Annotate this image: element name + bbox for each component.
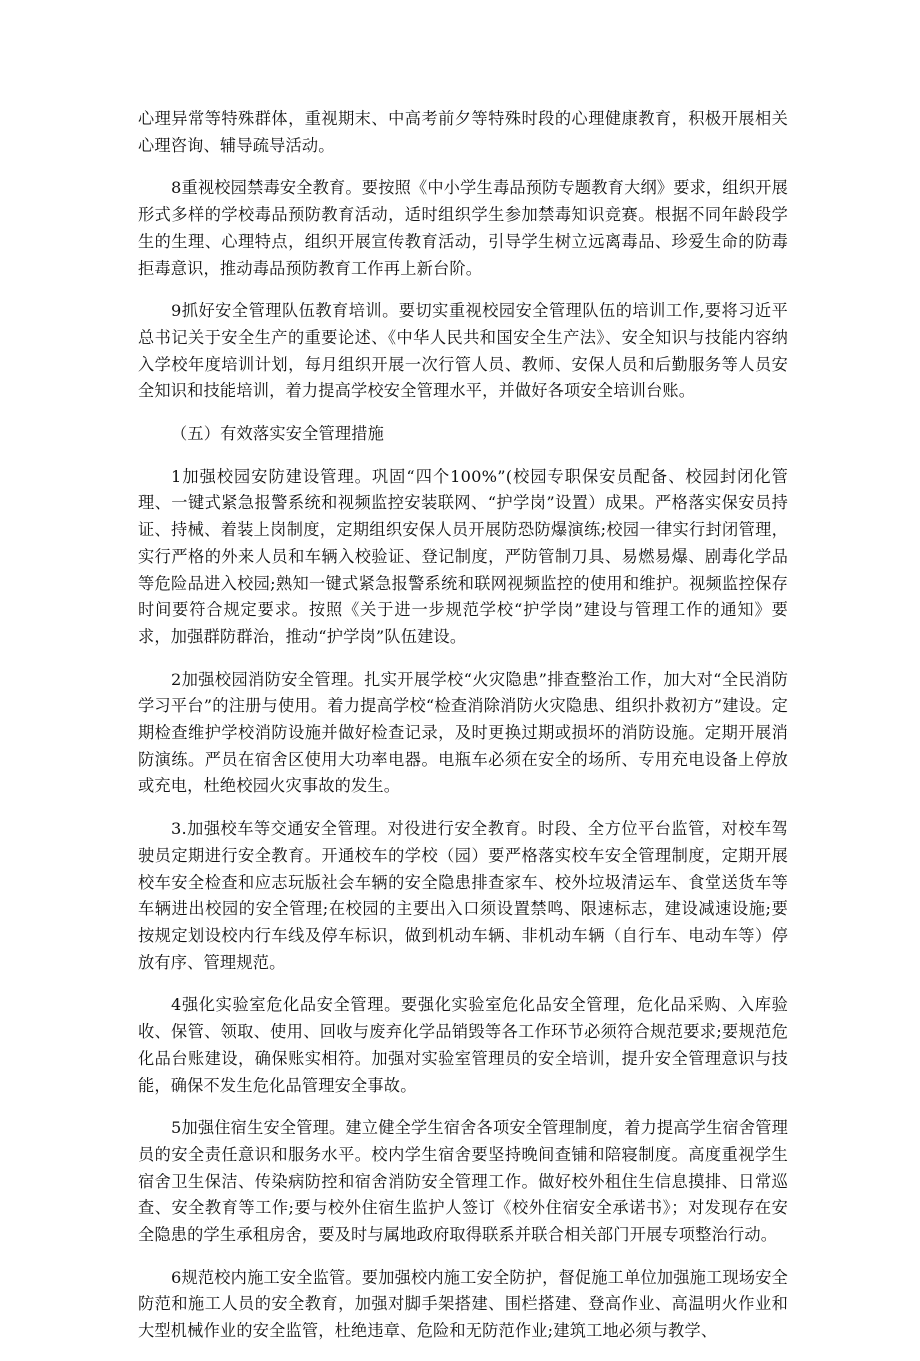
paragraph-item-2: 2加强校园消防安全管理。扎实开展学校“火灾隐患”排查整治工作，加大对“全民消防学习平台”的注册与使用。着力提高学校“检查消除消防火灾隐患、组织扑救初方”建设。定期检查维护学校消防设施并做好检查记录，及时更换过期或损坏的消防设施。定期开展消防演练。严员在宿舍区使用大功率电器。电瓶车必须在安全的场所、专用充电设备上停放或充电，杜绝校园火灾事故的发生。 xyxy=(138,669,788,796)
paragraph-item-5: 5加强住宿生安全管理。建立健全学生宿舍各项安全管理制度，着力提高学生宿舍管理员的安全责任意识和服务水平。校内学生宿舍要坚持晚间查铺和陪寝制度。高度重视学生宿舍卫生保洁、传染病防控和宿舍消防安全管理工作。做好校外租住生信息摸排、日常巡查、安全教育等工作;要与校外住宿生监护人签订《校外住宿安全承诺书》；对发现存在安全隐患的学生承租房舍，要及时与属地政府取得联系并联合相关部门开展专项整治行动。 xyxy=(138,1118,788,1245)
paragraph-item-9: 9抓好安全管理队伍教育培训。要切实重视校园安全管理队伍的培训工作,要将习近平总书记关于安全生产的重要论述、《中华人民共和国安全生产法》、安全知识与技能内容纳入学校年度培训计划，每月组织开展一次行管人员、教师、安保人员和后勤服务等人员安全知识和技能培训，着力提高学校安全管理水平，并做好各项安全培训台账。 xyxy=(138,301,788,401)
paragraph-item-1: 1加强校园安防建设管理。巩固“四个100%”(校园专职保安员配备、校园封闭化管理、一键式紧急报警系统和视频监控安装联网、“护学岗”设置）成果。严格落实保安员持证、持械、着装上岗制度，定期组织安保人员开展防恐防爆演练;校园一律实行封闭管理，实行严格的外来人员和车辆入校验证、登记制度，严防管制刀具、易燃易爆、剧毒化学品等危险品进入校园;熟知一键式紧急报警系统和联网视频监控的使用和维护。视频监控保存时间要符合规定要求。按照《关于进一步规范学校“护学岗”建设与管理工作的通知》要求，加强群防群治，推动“护学岗”队伍建设。 xyxy=(138,466,788,646)
paragraph-continuation: 心理异常等特殊群体，重视期末、中高考前夕等特殊时段的心理健康教育，积极开展相关心理咨询、辅导疏导活动。 xyxy=(138,109,788,155)
section-heading: （五）有效落实安全管理措施 xyxy=(171,424,385,444)
paragraph-item-4: 4强化实验室危化品安全管理。要强化实验室危化品安全管理，危化品采购、入库验收、保管、领取、使用、回收与废弃化学品销毁等各工作环节必须符合规范要求;要规范危化品台账建设，确保账实相符。加强对实验室管理员的安全培训，提升安全管理意识与技能，确保不发生危化品管理安全事故。 xyxy=(138,995,788,1095)
paragraph-item-3: 3.加强校车等交通安全管理。对役进行安全教育。时段、全方位平台监管，对校车驾驶员定期进行安全教育。开通校车的学校（园）要严格落实校车安全管理制度，定期开展校车安全检查和应志玩版社会车辆的安全隐患排查家车、校外垃圾清运车、食堂送货车等车辆进出校园的安全管理;在校园的主要出入口须设置禁鸣、限速标志，建设减速设施;要按规定划设校内行车线及停车标识，做到机动车辆、非机动车辆（自行车、电动车等）停放有序、管理规范。 xyxy=(138,819,788,972)
paragraph-item-6: 6规范校内施工安全监管。要加强校内施工安全防护，督促施工单位加强施工现场安全防范和施工人员的安全教育，加强对脚手架搭建、围栏搭建、登高作业、高温明火作业和大型机械作业的安全监管，杜绝违章、危险和无防范作业;建筑工地必须与教学、 xyxy=(138,1267,788,1341)
document-body xyxy=(138,106,788,1361)
paragraph-item-8: 8重视校园禁毒安全教育。要按照《中小学生毒品预防专题教育大纲》要求，组织开展形式多样的学校毒品预防教育活动，适时组织学生参加禁毒知识竞赛。根据不同年龄段学生的生理、心理特点，组织开展宣传教育活动，引导学生树立远离毒品、珍爱生命的防毒拒毒意识，推动毒品预防教育工作再上新台阶。 xyxy=(138,178,788,278)
